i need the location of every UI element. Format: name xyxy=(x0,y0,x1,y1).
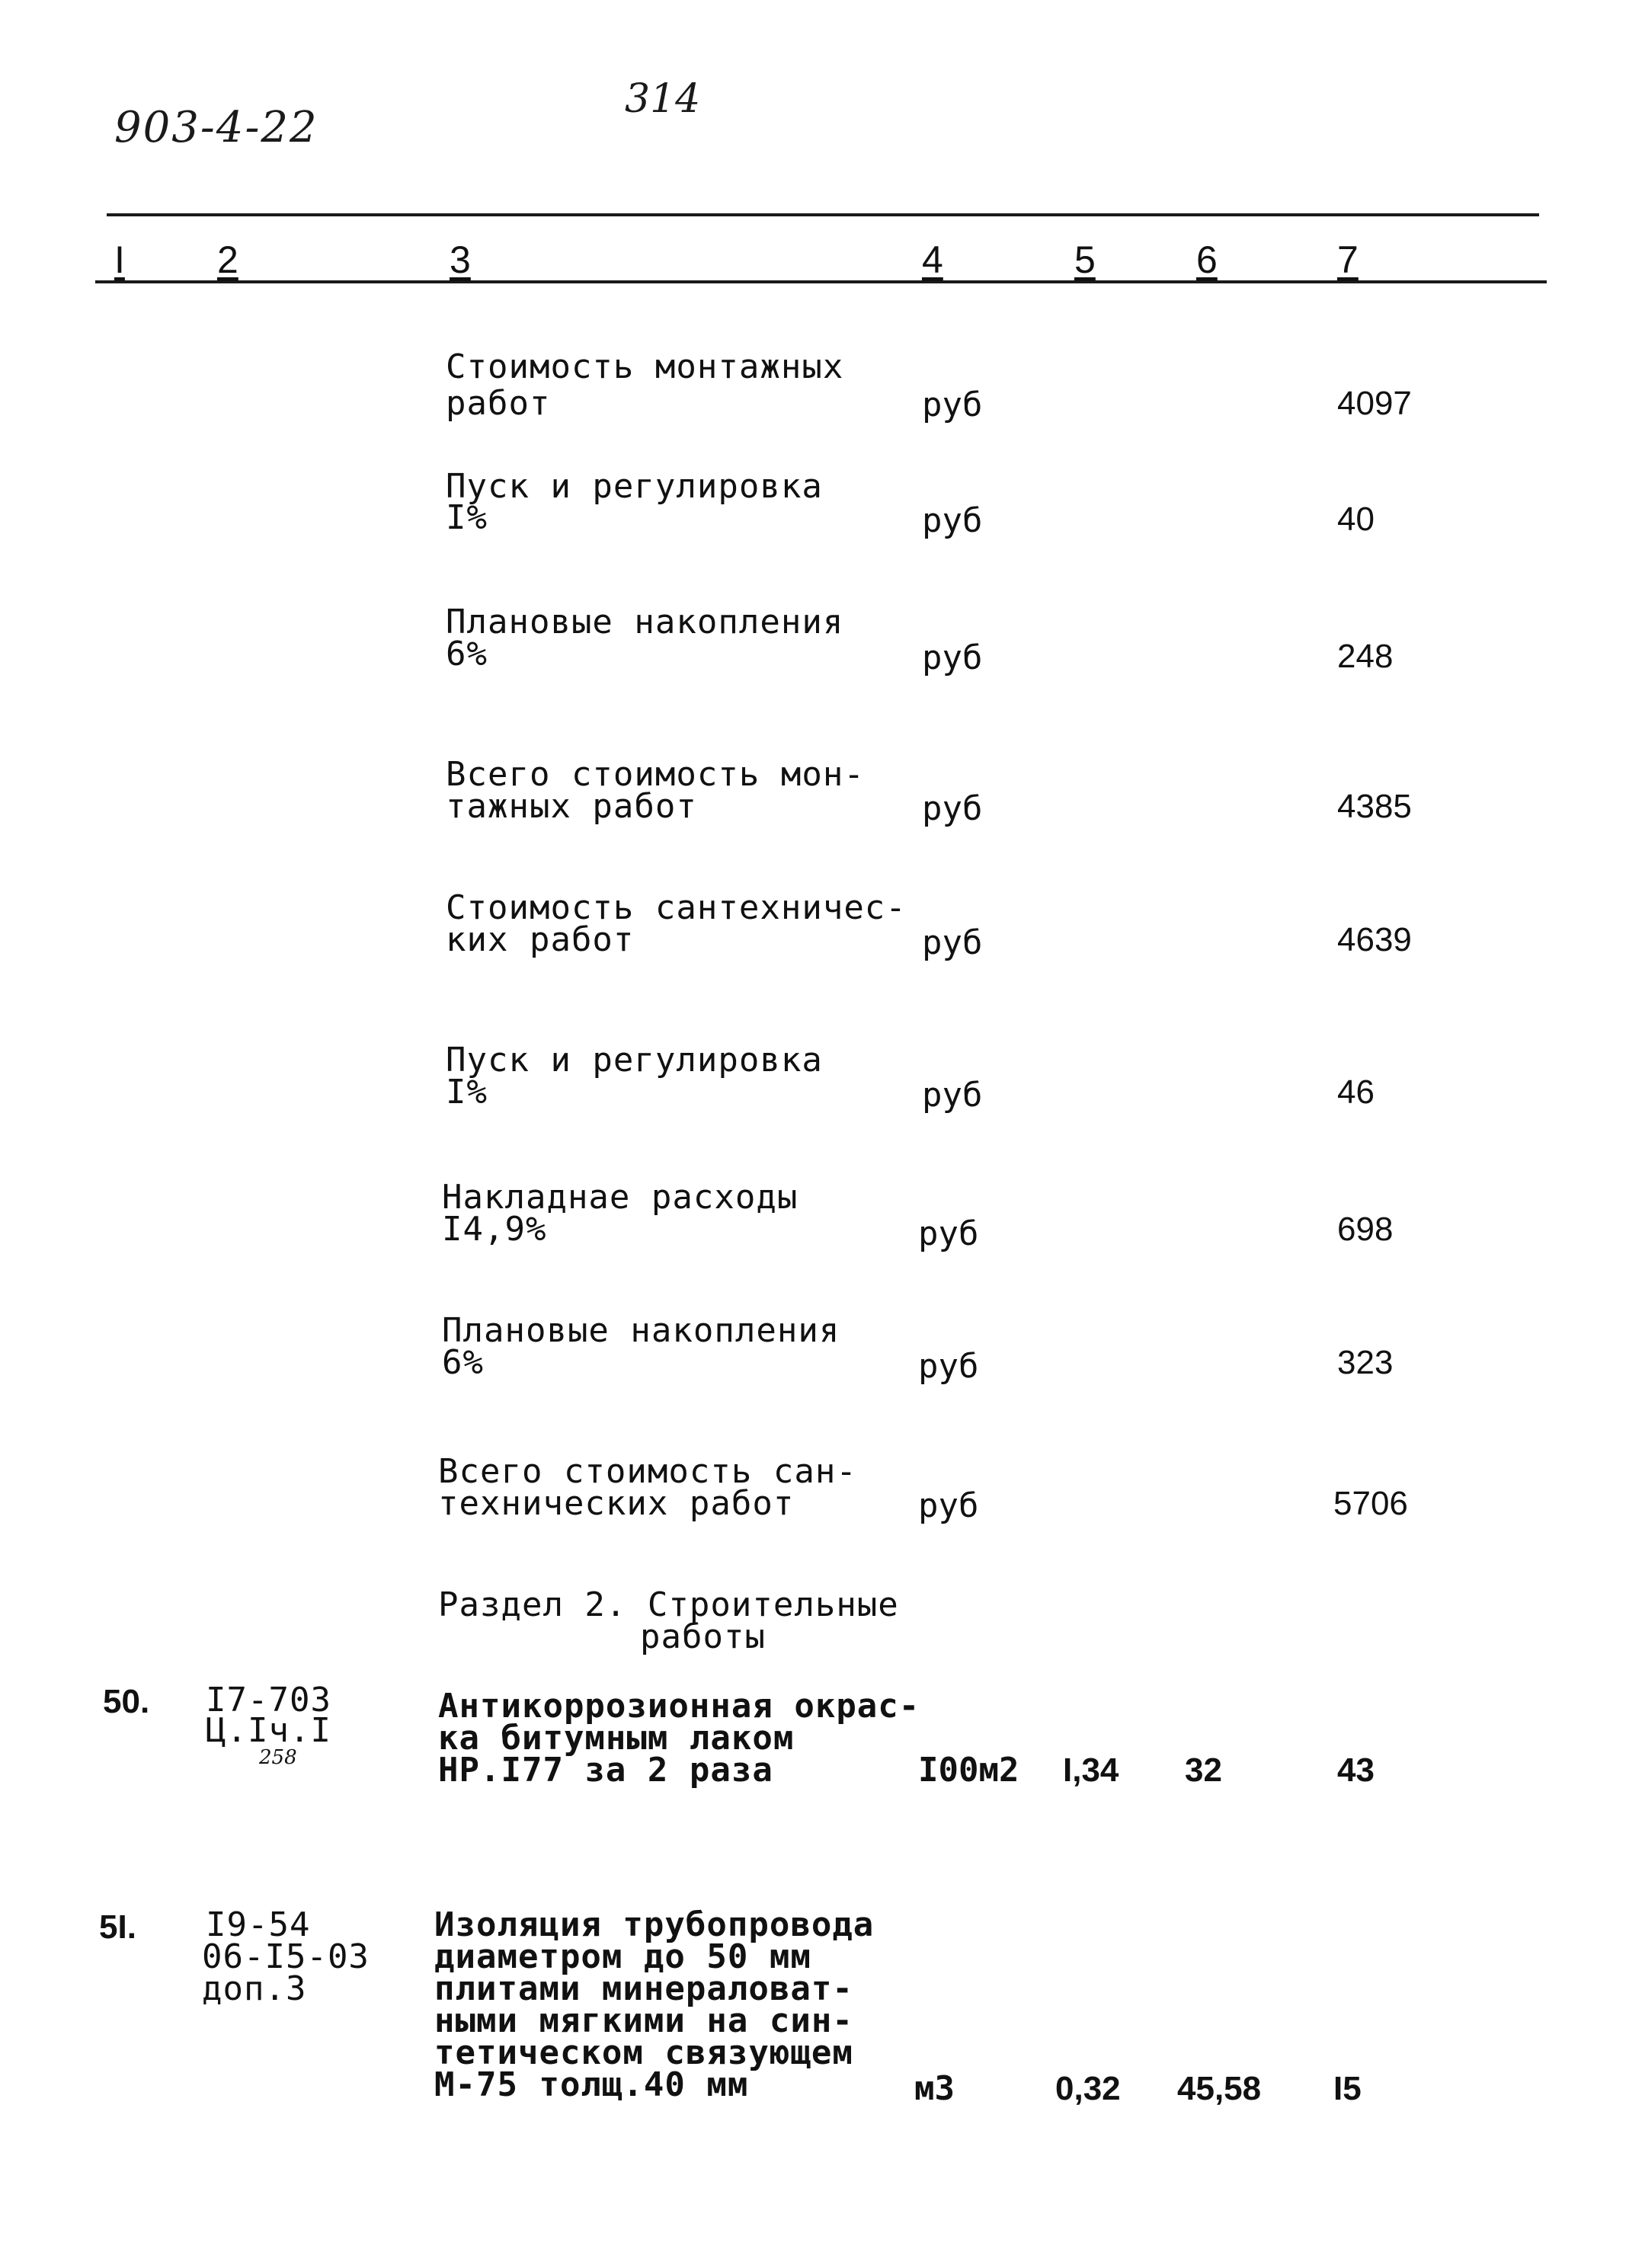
row-description: технических работ xyxy=(438,1484,795,1523)
row-unit: руб xyxy=(922,638,983,677)
item-number: 50. xyxy=(103,1683,150,1720)
row-description: Плановые накопления xyxy=(442,1311,840,1350)
item-price: 32 xyxy=(1185,1751,1222,1789)
row-description: работ xyxy=(446,384,551,423)
row-unit: руб xyxy=(922,923,983,962)
row-description: 6% xyxy=(442,1343,484,1382)
item-code: 06-I5-03 xyxy=(202,1937,370,1976)
page-number: 314 xyxy=(625,76,701,122)
row-total: 46 xyxy=(1337,1073,1375,1111)
row-description: 6% xyxy=(446,635,488,673)
item-description: ными мягкими на син- xyxy=(434,2001,853,2040)
item-total: 43 xyxy=(1337,1751,1375,1789)
column-number-2: 2 xyxy=(217,238,238,281)
document-code: 903-4-22 xyxy=(114,103,318,152)
column-number-6: 6 xyxy=(1196,238,1218,281)
row-unit: руб xyxy=(918,1214,979,1253)
item-unit: I00м2 xyxy=(918,1751,1019,1790)
row-description: I4,9% xyxy=(442,1210,547,1249)
row-total: 5706 xyxy=(1333,1485,1408,1522)
row-description: I% xyxy=(446,1073,488,1112)
item-description: плитами минераловат- xyxy=(434,1969,853,2008)
item-description: НР.I77 за 2 раза xyxy=(438,1751,773,1790)
item-description: М-75 толщ.40 мм xyxy=(434,2065,749,2104)
row-total: 4097 xyxy=(1337,385,1412,422)
row-unit: руб xyxy=(922,1076,983,1115)
item-quantity: 0,32 xyxy=(1055,2070,1121,2107)
row-total: 4385 xyxy=(1337,788,1412,825)
row-description: Накладнае расходы xyxy=(442,1178,798,1217)
row-description: Плановые накопления xyxy=(446,603,844,641)
item-description: диаметром до 50 мм xyxy=(434,1937,811,1976)
column-number-7: 7 xyxy=(1337,238,1359,281)
row-unit: руб xyxy=(918,1486,979,1525)
item-number: 5I. xyxy=(99,1908,136,1946)
item-code: I9-54 xyxy=(206,1905,311,1944)
row-unit: руб xyxy=(922,789,983,828)
header-rule xyxy=(95,280,1547,283)
row-total: 40 xyxy=(1337,501,1375,538)
row-description: Пуск и регулировка xyxy=(446,1041,823,1080)
column-number-3: 3 xyxy=(450,238,471,281)
item-total: I5 xyxy=(1333,2070,1362,2107)
row-description: I% xyxy=(446,498,488,537)
item-code-note: 258 xyxy=(259,1746,297,1769)
item-price: 45,58 xyxy=(1177,2070,1262,2107)
item-description: тетическом связующем xyxy=(434,2033,853,2072)
row-unit: руб xyxy=(922,501,983,540)
item-description: ка битумным лаком xyxy=(438,1719,795,1758)
row-description: Всего стоимость сан- xyxy=(438,1452,857,1491)
column-number-1: I xyxy=(114,238,125,281)
row-unit: руб xyxy=(918,1347,979,1386)
row-total: 4639 xyxy=(1337,921,1412,958)
column-number-4: 4 xyxy=(922,238,943,281)
item-description: Изоляция трубопровода xyxy=(434,1905,875,1944)
row-description: Пуск и регулировка xyxy=(446,467,823,506)
item-quantity: I,34 xyxy=(1063,1751,1119,1789)
item-description: Антикоррозионная окрас- xyxy=(438,1687,920,1726)
row-unit: руб xyxy=(922,385,983,424)
item-code: I7-703 xyxy=(206,1681,331,1719)
item-unit: м3 xyxy=(914,2069,955,2108)
row-description: Всего стоимость мон- xyxy=(446,755,865,794)
section-heading: работы xyxy=(640,1617,766,1656)
column-number-5: 5 xyxy=(1074,238,1096,281)
row-total: 248 xyxy=(1337,638,1394,675)
top-rule xyxy=(107,213,1539,216)
row-description: тажных работ xyxy=(446,787,697,826)
row-total: 323 xyxy=(1337,1344,1394,1381)
row-description: Стоимость сантехничес- xyxy=(446,888,907,927)
item-code: Ц.Iч.I xyxy=(206,1711,331,1750)
section-heading: Раздел 2. Строительные xyxy=(438,1585,899,1624)
row-total: 698 xyxy=(1337,1211,1394,1248)
row-description: ких работ xyxy=(446,920,635,959)
row-description: Стоимость монтажных xyxy=(446,347,844,386)
item-code: доп.3 xyxy=(202,1969,307,2008)
